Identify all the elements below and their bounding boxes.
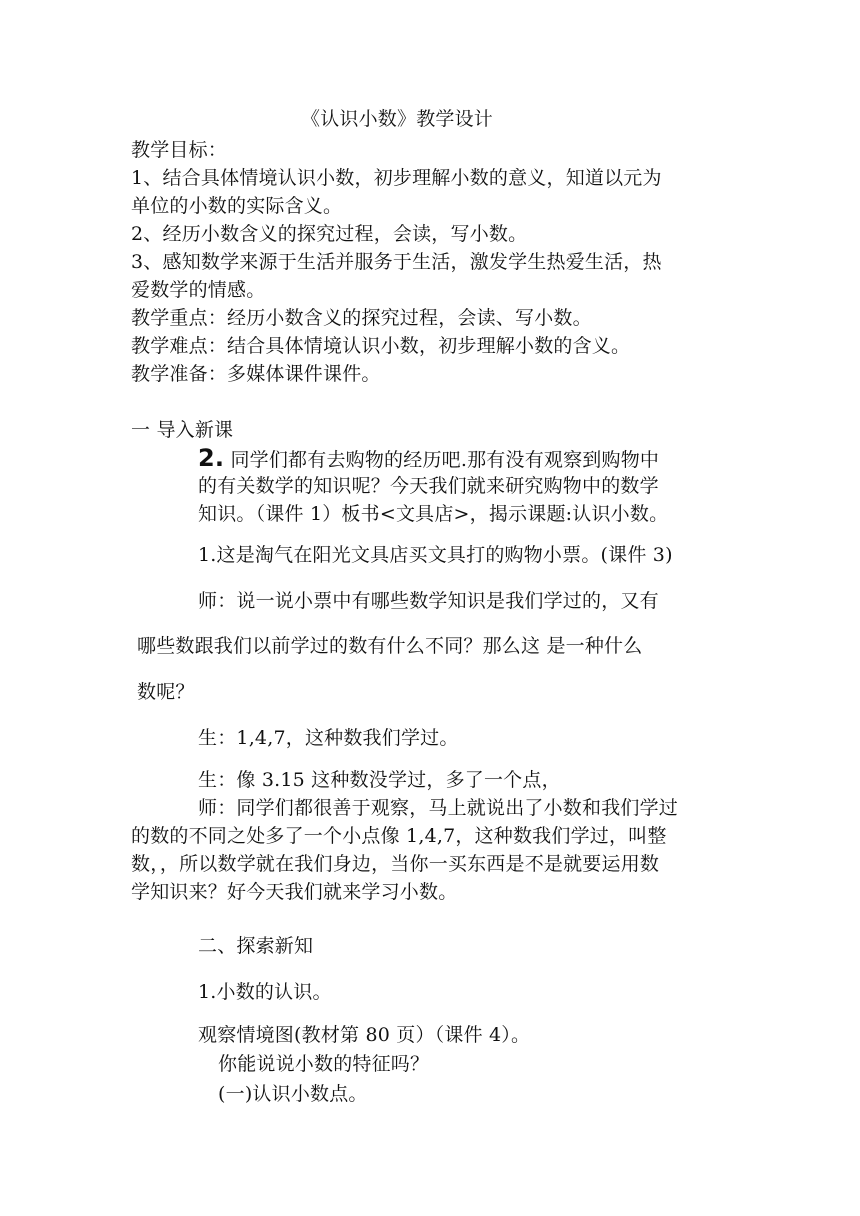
goal-3-line-1: 3、感知数学来源于生活并服务于生活，激发学生热爱生活，热 xyxy=(131,251,662,273)
goal-1-line-1: 1、结合具体情境认识小数，初步理解小数的意义，知道以元为 xyxy=(131,167,662,189)
section-2-heading: 二、探索新知 xyxy=(198,935,314,957)
section-1-heading: 一 导入新课 xyxy=(131,419,234,441)
teacher-1-line-3: 数呢？ xyxy=(137,681,195,703)
teacher-2-line-4: 学知识来？好今天我们就来学习小数。 xyxy=(131,881,458,903)
document-title: 《认识小数》教学设计 xyxy=(301,108,494,130)
intro-line-1-text: 同学们都有去购物的经历吧.那有没有观察到购物中 xyxy=(224,449,660,471)
section-2-item-1: 1.小数的认识。 xyxy=(198,981,332,1003)
teacher-1-line-2: 哪些数跟我们以前学过的数有什么不同？那么这 是一种什么 xyxy=(137,635,643,657)
student-1: 生：1,4,7，这种数我们学过。 xyxy=(198,727,459,749)
intro-line-1 xyxy=(198,446,659,472)
section-2-observe: 观察情境图(教材第 80 页）（课件 4）。 xyxy=(198,1024,531,1046)
teacher-2-line-3: 数，，所以数学就在我们身边，当你一买东西是不是就要运用数 xyxy=(131,853,660,875)
key-point: 教学重点：经历小数含义的探究过程，会读、写小数。 xyxy=(131,307,592,329)
goal-1-line-2: 单位的小数的实际含义。 xyxy=(131,195,343,217)
goal-3-line-2: 爱数学的情感。 xyxy=(131,279,266,301)
teacher-1-line-1: 师：说一说小票中有哪些数学知识是我们学过的，又有 xyxy=(198,590,659,612)
section-2-question: 你能说说小数的特征吗？ xyxy=(218,1053,430,1075)
goals-heading: 教学目标： xyxy=(131,139,228,161)
preparation: 教学准备：多媒体课件课件。 xyxy=(131,363,381,385)
intro-number: 2. xyxy=(198,444,225,472)
difficulty: 教学难点：结合具体情境认识小数，初步理解小数的含义。 xyxy=(131,335,631,357)
intro-line-3: 知识。（课件 1）板书<文具店>，揭示课题:认识小数。 xyxy=(198,503,669,525)
goal-2: 2、经历小数含义的探究过程，会读，写小数。 xyxy=(131,223,528,245)
teacher-2-line-2: 的数的不同之处多了一个小点像 1,4,7，这种数我们学过，叫整 xyxy=(131,825,667,847)
intro-line-2: 的有关数学的知识呢？今天我们就来研究购物中的数学 xyxy=(198,475,659,497)
teacher-2-line-1: 师：同学们都很善于观察，马上就说出了小数和我们学过 xyxy=(198,797,679,819)
student-2: 生：像 3.15 这种数没学过，多了一个点， xyxy=(198,769,561,791)
section-2-sub-1: (一)认识小数点。 xyxy=(218,1083,368,1105)
paragraph-receipt: 1.这是淘气在阳光文具店买文具打的购物小票。(课件 3) xyxy=(198,544,673,566)
